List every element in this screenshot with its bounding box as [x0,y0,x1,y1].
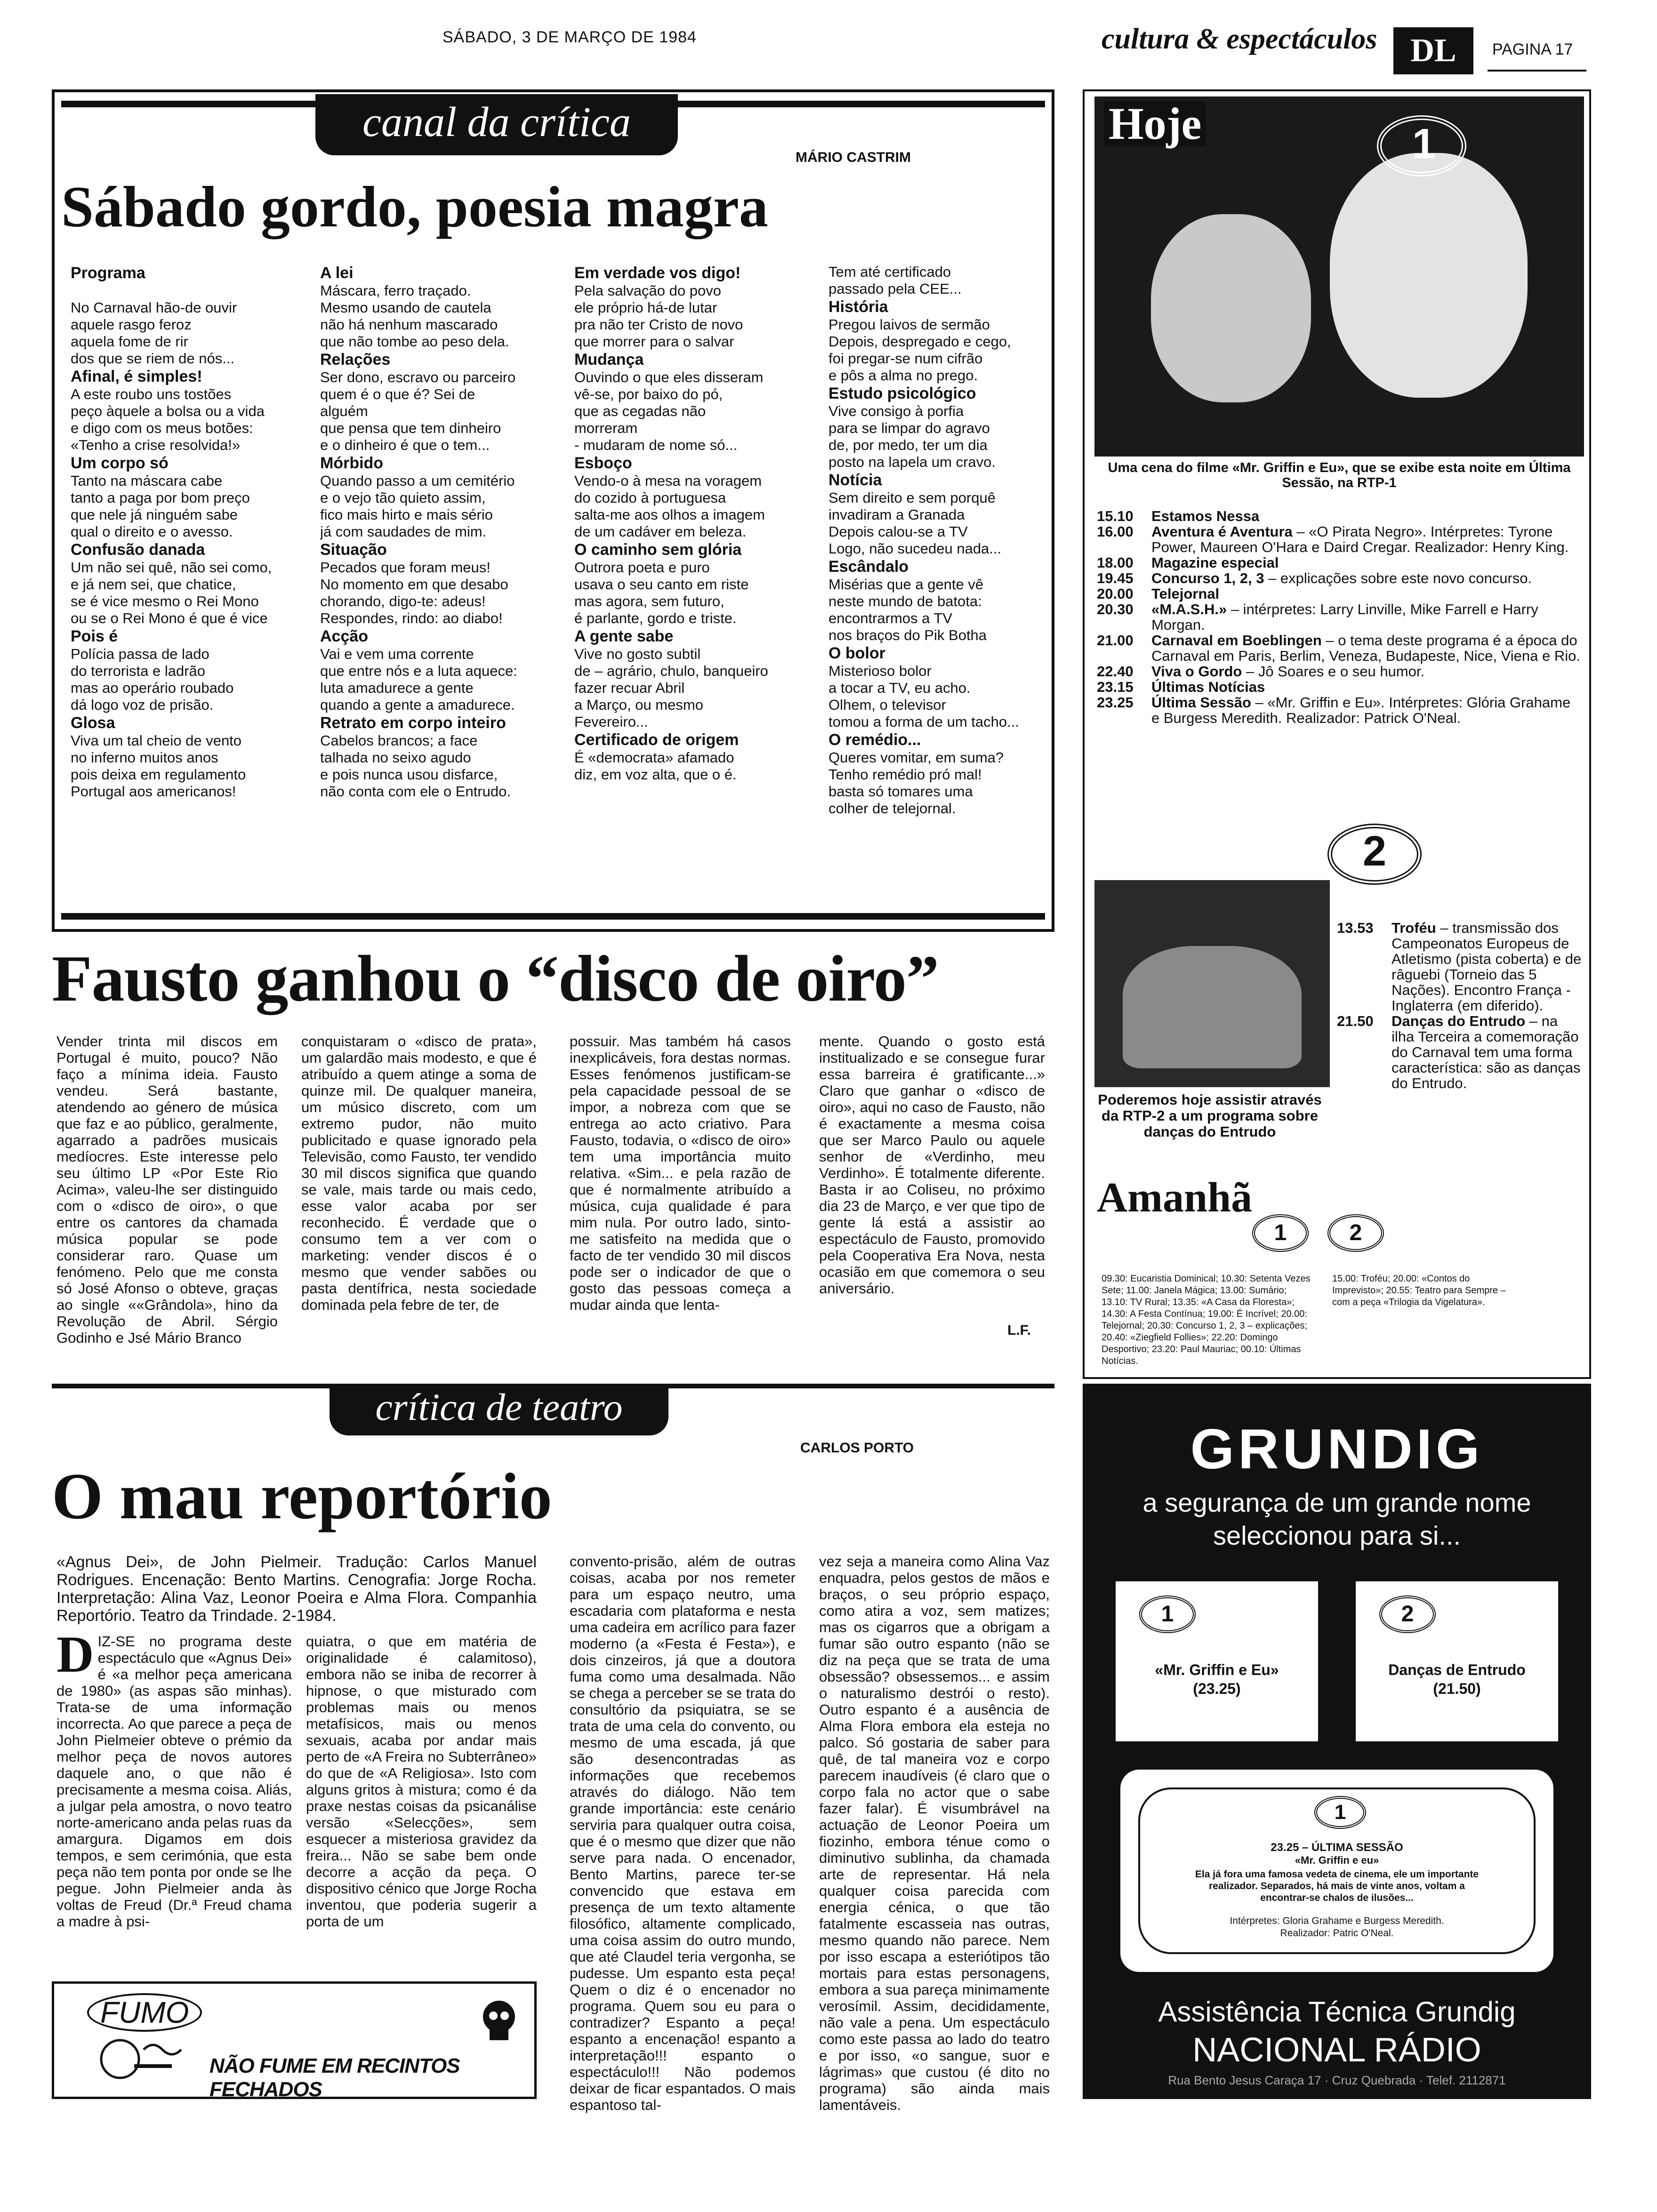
schedule-row [1097,633,1582,664]
poem-title: Relações [320,351,391,369]
skull-icon [478,1998,520,2045]
schedule-row [1337,920,1582,1013]
amanha-title: Amanhã [1097,1174,1253,1221]
poem [574,264,810,350]
poem-line: A este roubo uns tostões [71,386,232,402]
poem [828,384,1045,471]
schedule-description: – na ilha Terceira a comemoração do Carnaval tem uma forma característica: são as danças do Entrudo. [1392,1013,1581,1091]
schedule-time: 16.00 [1097,523,1134,540]
poem-line: nos braços do Pik Botha [828,627,987,643]
grundig-pick-1 [1116,1581,1318,1741]
poem-line: Ser dono, escravo ou parceiro [320,369,516,385]
grundig-address: Rua Bento Jesus Caraça 17 · Cruz Quebrada · Telef. 2112871 [1168,2073,1506,2087]
poem [71,264,306,367]
schedule-row [1097,679,1582,695]
poem-line: Misterioso bolor [828,663,932,679]
hoje-title: Hoje [1104,101,1206,146]
poem-line: invadiram a Granada [828,506,965,523]
poem-title: Em verdade vos digo! [574,264,741,282]
fausto-col-3: possuir. Mas também há casos inexplicáveis, fora destas normas. Esses fenómenos justificam-se pela capacidade pessoal de se impor, a nobreza com que se entrega ao acto criativo. Para Fausto, todavia, o «disco de oiro» tem uma importância muito relativa. «Sim... e pela razão de que é normalmente atribuído a música, cuja qualidade é para mim nula. Por outro lado, sinto-me satisfeito na medida que o facto de ter vendido 30 mil discos pode ser o indicador de que o gosto das pessoas começa a mudar ainda que lenta- [570,1033,791,1313]
teatro-col-1-wrap [56,1626,292,1930]
poem-line: e pôs a alma no prego. [828,367,978,384]
poem-line: para se limpar do agravo [828,420,990,436]
poem-line: Cabelos brancos; a face [320,732,478,749]
poem-line: Pregou laivos de sermão [828,316,990,333]
tv-description: Ela já fora uma famosa vedeta de cinema, ele um importante realizador. Separados, há mais de vinte anos, voltam a encontrar-se chalos de ilusões... [1195,1869,1479,1903]
schedule-title: Viva o Gordo [1151,663,1242,680]
schedule-description: – «Mr. Griffin e Eu». Intérpretes: Glória Grahame e Burgess Meredith. Realizador: Patrick O'Neal. [1151,694,1571,726]
fausto-signature: L.F. [1007,1322,1031,1338]
tv-screen [1138,1787,1536,1954]
teatro-dropcap: D [56,1626,94,1683]
schedule-row [1097,570,1582,586]
schedule-entry [1151,524,1582,555]
fausto-col-2: conquistaram o «disco de prata», um galardão mais modesto, e que é atribuído a quem atinge a soma de quinze mil. De qualquer maneira, um músico discreto, com um extremo pudor, não muito publicitado e quase ignorado pela Televisão, como Fausto, ter vendido 30 mil discos significa que quando se vale, mais tarde ou mais cedo, esse valor acaba por ser reconhecido. É verdade que o consumo tem a ver com o marketing: vender discos é o mesmo que vender sabões ou pasta dentífrica, nesta sociedade dominada pela febre de ter, de [301,1033,537,1313]
smoker-head-icon [101,2040,139,2078]
poem-line: dos que se riem de nós... [71,350,235,367]
poem [71,713,306,800]
schedule-entry [1392,920,1582,1013]
schedule-description: – explicações sobre este novo concurso. [1264,570,1532,586]
poem [574,540,810,627]
poem-line: fazer recuar Abril [574,680,685,696]
pick1-title: «Mr. Griffin e Eu» [1155,1661,1279,1678]
tv-director: Realizador: Patric O'Neal. [1280,1928,1394,1939]
fumo-ad [52,1981,537,2099]
poem-line: Vendo-o à mesa na voragem [574,473,762,489]
poem-line: luta amadurece a gente [320,680,474,696]
canal-kicker: canal da crítica [315,94,678,155]
poem-line: basta só tomares uma [828,783,973,800]
poem-line: Outrora poeta e puro [574,559,710,576]
schedule-time: 19.45 [1097,570,1134,586]
poem-line: do terrorista e ladrão [71,663,206,679]
poem-line: Mesmo usando de cautela [320,299,491,316]
poem-line: pra não ter Cristo de novo [574,316,743,333]
poem-line: que as cegadas não [574,403,706,419]
poem-line: «Tenho a crise resolvida!» [71,437,241,453]
schedule-entry [1151,508,1582,524]
poem-line: não conta com ele o Entrudo. [320,783,511,800]
poem-line: usava o seu canto em riste [574,576,749,593]
amanha-rtp1-list: 09.30: Eucaristia Dominical; 10.30: Setenta Vezes Sete; 11.00: Janela Mágica; 13.00: Sumário; 13.10: TV Rural; 13.35: «A Casa da Floresta»; 14.30: A Festa Contínua; 19.00: É Incrível; 20.00: Telejornal; 20.30: Concurso 1, 2, 3 – explicações; 20.40: «Ziegfield Follies»; 22.20: Domingo Desportivo; 23.20: Paul Mauriac; 00.10: Últimas Notícias. [1102,1274,1311,1366]
schedule-entry [1151,601,1582,633]
teatro-col-3: convento-prisão, além de outras coisas, acaba por nos remeter para um espaço neutro, uma escadaria com plataforma e nesta uma cadeira em acrílico para fazer moderno (a «Festa é Festa»), e dois cinzeiros, já que a doutora fuma como uma desalmada. Não se chega a perceber se se trata do consultório da psiquiatra, se se trata de uma cela do convento, ou mesmo de uma escada, já que são desencontradas as informações que recebemos através do diálogo. Não tem grande importância: este cenário serviria para qualquer outra coisa, que é o mesmo que dizer que não serve para nada. O encenador, Bento Martins, parece ter-se convencido que estava em presença de um texto altamente filosófico, altamente complicado, uma coisa assim do outro mundo, que até Claudel teria vergonha, se pudesse. Um espanto esta peça! Quem o diz é o encenador no programa. Quem sou eu para o contradizer? Espanto a peça! espanto a encenação! espanto a interpretação!!! espanto o espectáculo!!! Não podemos deixar de ficar espantados. O mais espantoso tal- [570,1553,796,2113]
schedule-time: 20.30 [1097,601,1134,617]
grundig-service-2: NACIONAL RÁDIO [1192,2031,1481,2069]
teatro-col-2: quiatra, o que em matéria de originalidade é calamitoso), embora não se iniba de recorrer à hipnose, o que misturado com problemas mais ou menos metafísicos, mais ou menos sexuais, acaba por andar mais perto de «A Freira no Subterrâneo» do que de «A Religiosa». Isto com alguns gritos à mistura; como é da praxe nestas coisas da psicanálise versão «Selecções», sem esquecer a misteriosa gravidez da freira... Não se sabe bem onde decorre a acção da peça. O dispositivo cénico que Jorge Rocha inventou, que poderia sugerir a porta de um [306,1633,537,1930]
poem-title: A gente sabe [574,627,674,645]
rtp2-logo-badge: 2 [1363,828,1387,875]
poem-title: A lei [320,264,354,282]
poem-title: Notícia [828,471,882,489]
amanha-rtp2-list: 15.00: Troféu; 20.00: «Contos do Imprevisto»; 20.55: Teatro para Sempre – com a peça «Trilogia da Vigelatura». [1332,1274,1506,1307]
poem-line: Portugal aos americanos! [71,783,236,800]
poem [574,730,810,783]
schedule-title: Estamos Nessa [1151,508,1260,524]
poem [320,264,565,350]
grundig-tagline-2: seleccionou para si... [1213,1521,1461,1550]
section-title: cultura & espectáculos [1102,23,1377,55]
poem-line: passado pela CEE... [828,281,962,297]
fausto-col-1: Vender trinta mil discos em Portugal é muito, pouco? Não faço a mínima ideia. Fausto vendeu. Será bastante, atendendo ao género de música que faz e ao público, geralmente, agarrado a padrões musicais medíocres. Este interesse pelo seu último LP «Por Este Rio Acima», valeu-lhe ser distinguido com o «disco de oiro», o que entre os cantores da chamada música popular se pode considerar raro. Quase um fenómeno. Pelo que me consta só José Afonso o obteve, graças ao single ««Grândola», hino da Revolução de Abril. Sérgio Godinho e Jsé Mário Branco [56,1033,278,1346]
pick2-time: (21.50) [1433,1680,1481,1697]
poem-line: mas agora, sem futuro, [574,593,724,609]
poem [71,540,306,627]
poem-title: O remédio... [828,731,921,749]
schedule-row [1097,695,1582,726]
poem-line: se é vice mesmo o Rei Mono [71,593,259,609]
poem-line: ou se o Rei Mono é que é vice [71,610,268,626]
poem [320,713,565,800]
poem-line: talhada no seixo agudo [320,749,471,766]
poem [71,367,306,454]
poem-line: que nele já ninguém sabe [71,506,238,523]
poem-title: História [828,298,888,316]
schedule-time: 23.15 [1097,679,1134,695]
poem-line: posto na lapela um cravo. [828,454,996,470]
schedule-description: – «O Pirata Negro». Intérpretes: Tyrone Power, Maureen O'Hara e Daird Cregar. Realizador: Henry King. [1151,523,1569,555]
poem-title: Glosa [71,714,115,732]
hoje-photo-face-right [1330,153,1528,398]
schedule-title: «M.A.S.H.» [1151,601,1227,617]
teatro-credits: «Agnus Dei», de John Pielmeir. Tradução: Carlos Manuel Rodrigues. Encenação: Bento Martins. Cenografia: Jorge Rocha. Interpretação: Alina Vaz, Leonor Poeira e Alma Flora. Companhia Reportório. Teatro da Trindade. 2-1984. [56,1553,537,1625]
poem-line: Depois calou-se a TV [828,523,968,540]
poem-line: tanto a paga por bom preço [71,489,250,506]
poem-line: e pois nunca usou disfarce, [320,766,498,783]
schedule-row [1097,664,1582,679]
schedule-title: Aventura é Aventura [1151,523,1293,540]
schedule-description: – intérpretes: Larry Linville, Mike Farrell e Harry Morgan. [1151,601,1538,633]
poem-title: Estudo psicológico [828,385,976,402]
poem-title: Situação [320,541,387,559]
poem-line: não há nenhum mascarado [320,316,498,333]
pick1-rtp1-icon: 1 [1139,1595,1196,1633]
rtp2-photo [1094,880,1330,1087]
schedule-title: Danças do Entrudo [1392,1013,1526,1029]
poem-line: Fevereiro... [574,713,648,730]
schedule-entry [1151,679,1582,695]
schedule-row [1337,1013,1582,1091]
schedule-description: – transmissão dos Campeonatos Europeus de Atletismo (pista coberta) e de râguebi (Torneio das 5 Nações). Encontro França - Inglaterra (em diferido). [1392,920,1582,1014]
schedule-entry [1151,555,1582,570]
poem-line: que não tombe ao peso dela. [320,333,509,350]
fumo-logo: FUMO [87,1993,202,2032]
poem [320,627,565,713]
poem-line: Tenho remédio pró mal! [828,766,982,783]
amanha-rtp2-icon: 2 [1327,1214,1384,1252]
poem-title: Pois é [71,627,118,645]
poem-line: aquele rasgo feroz [71,316,192,333]
rtp2-schedule [1337,920,1582,1091]
schedule-entry [1151,664,1582,679]
schedule-time: 18.00 [1097,554,1134,571]
poem-line: é parlante, gordo e triste. [574,610,737,626]
poem [574,627,810,730]
poem-line: neste mundo de batota: [828,593,982,609]
poem-line: Vai e vem uma corrente [320,646,474,662]
poem-line: a tocar a TV, eu acho. [828,680,971,696]
poem-line: a Março, ou mesmo [574,697,703,713]
poem-line: que entre nós e a luta aquece: [320,663,517,679]
poem-line: de um cadáver em beleza. [574,523,747,540]
poem-line: chorando, digo-te: adeus! [320,593,486,609]
poem-line: Polícia passa de lado [71,646,209,662]
schedule-description: – Jô Soares e o seu humor. [1242,663,1425,680]
teatro-kicker: crítica de teatro [330,1384,668,1435]
poem [320,454,565,540]
grundig-service-1: Assistência Técnica Grundig [1158,1996,1516,2028]
smoker-illustration [73,2031,214,2097]
header-rule [1488,70,1586,72]
fausto-col-4: mente. Quando o gosto está institualizado e se consegue furar essa barreira é gratificante...» Claro que ganhar o «disco de oiro», aqui no caso de Fausto, não é exactamente a mesma coisa que ser Marco Paulo ou aquele senhor de «Verdinho, meu Verdinho». É totalmente diferente. Basta ir ao Coliseu, no próximo dia 23 de Março, e ver que tipo de gente lá está a assistir ao espectáculo de Fausto, promovido pela Cooperativa Era Nova, nesta ocasião em que comemora o seu aniversário. [819,1033,1045,1297]
rtp1-logo-badge: 1 [1412,120,1436,168]
poem-line: Máscara, ferro traçado. [320,282,471,299]
poem-line: Pecados que foram meus! [320,559,491,576]
poem-line: que morrer para o salvar [574,333,734,350]
poem-line: Depois, despregado e cego, [828,333,1011,350]
poem-line: fico mais hirto e mais sério [320,506,493,523]
schedule-time: 22.40 [1097,663,1134,680]
poem-line: tomou a forma de um tacho... [828,713,1019,730]
schedule-time: 13.53 [1337,920,1374,936]
poem [828,264,1045,297]
poem-line: - mudaram de nome só... [574,437,738,453]
rtp2-photo-dancers [1123,946,1302,1068]
poem-line: Logo, não sucedeu nada... [828,540,1002,557]
canal-bottom-bar [61,913,1045,920]
grundig-ad [1083,1384,1591,2099]
fausto-headline: Fausto ganhou o “disco de oiro” [52,942,939,1015]
poem-line: No Carnaval hão-de ouvir [71,299,237,316]
page-number: PAGINA 17 [1492,40,1573,58]
poem [574,454,810,540]
newspaper-logo: DL [1393,27,1473,74]
poem-line: qual o direito e o avesso. [71,523,233,540]
poem-line: Vive consigo à porfia [828,403,964,419]
fumo-slogan: NÃO FUME EM RECINTOS FECHADOS [209,2054,460,2101]
schedule-title: Concurso 1, 2, 3 [1151,570,1264,586]
schedule-row [1097,524,1582,555]
schedule-title: Telejornal [1151,585,1220,602]
schedule-row [1097,586,1582,601]
poem-line: mas ao operário roubado [71,680,234,696]
poem-line: peço àquele a bolsa ou a vida [71,403,265,419]
schedule-time: 20.00 [1097,585,1134,602]
rtp1-schedule [1097,508,1582,726]
poem-line: encontrarmos a TV [828,610,953,626]
teatro-col-1: IZ-SE no programa deste espectáculo que «Agnus Dei» é «a melhor peça americana de 1980» (as aspas são minhas). Trata-se de uma informação incorrecta. Ao que parece a peça de John Pielmeier obteve o prémio da melhor peça de novos autores daquele ano, o que não é precisamente a mesma coisa. Aliás, a julgar pela amostra, o novo teatro norte-americano anda pelas ruas da amargura. Digamos em dois tempos, e sem cerimónia, que esta peça não tem ponta por onde se lhe pegue. John Pielmeier anda às voltas de Freud (Dr.ª Freud chama a madre à psi- [56,1633,292,1930]
hoje-photo-face-left [1151,214,1311,402]
schedule-row [1097,601,1582,633]
canal-column-1 [71,264,306,800]
canal-headline: Sábado gordo, poesia magra [61,175,768,239]
header-date: SÁBADO, 3 DE MARÇO DE 1984 [442,28,697,46]
poem [71,454,306,540]
poem-line: alguém [320,403,368,419]
poem [71,627,306,713]
grundig-brand: GRUNDIG [1190,1418,1484,1481]
schedule-time: 21.00 [1097,632,1134,649]
poem-title: Confusão danada [71,541,205,559]
tv-rtp1-icon: 1 [1314,1796,1366,1829]
schedule-entry [1392,1013,1582,1091]
poem-title: Esboço [574,454,632,472]
canal-column-2 [320,264,565,800]
tv-heading: 23.25 – ÚLTIMA SESSÃO [1271,1841,1403,1854]
canal-column-4 [828,264,1045,817]
poem-line: É «democrata» afamado [574,749,734,766]
poem-title: O bolor [828,644,885,662]
tv-subheading: «Mr. Griffin e eu» [1295,1854,1379,1866]
pick1-time: (23.25) [1193,1680,1241,1697]
poem-line: do cozido à portuguesa [574,489,726,506]
smoke-icon [144,2045,181,2054]
poem-line: de – agrário, chulo, banqueiro [574,663,768,679]
schedule-description: – o tema deste programa é a época do Carnaval em Paris, Berlim, Veneza, Budapeste, Nice, Viena e Rio. [1151,632,1580,664]
hoje-photo-caption: Uma cena do filme «Mr. Griffin e Eu», que se exibe esta noite em Última Sessão, na RTP-1 [1108,460,1571,490]
poem [828,471,1045,557]
poem-line: e o vejo tão quieto assim, [320,489,486,506]
schedule-entry [1151,570,1582,586]
poem-line: e digo com os meus botões: [71,420,253,436]
poem-line: Misérias que a gente vê [828,576,984,593]
poem-line: ele próprio há-de lutar [574,299,717,316]
poem-line: Respondes, rindo: ao diabo! [320,610,503,626]
tv-cast: Intérpretes: Gloria Grahame e Burgess Meredith. [1230,1915,1444,1926]
poem-line: morreram [574,420,638,436]
poem-line: quando a gente a amadurece. [320,697,515,713]
poem-line: e o dinheiro é que o tem... [320,437,490,453]
poem [828,730,1045,817]
poem-line: no inferno muitos anos [71,749,218,766]
teatro-byline: CARLOS PORTO [800,1440,914,1456]
poem-line: quem é o que é? Sei de [320,386,475,402]
schedule-title: Últimas Notícias [1151,679,1265,695]
poem-line: Um não sei quê, não sei como, [71,559,272,576]
canal-byline: MÁRIO CASTRIM [796,150,911,165]
poem-line: pois deixa em regulamento [71,766,246,783]
poem-line: vê-se, por baixo do pó, [574,386,723,402]
poem-line [71,282,306,299]
poem-line: diz, em voz alta, que o é. [574,766,737,783]
poem-title: Certificado de origem [574,731,739,749]
schedule-time: 21.50 [1337,1013,1374,1029]
hoje-photo [1094,96,1584,457]
poem-line: Sem direito e sem porquê [828,489,996,506]
rtp2-photo-caption: Poderemos hoje assistir através da RTP-2 a um programa sobre danças do Entrudo [1098,1091,1322,1140]
poem [828,557,1045,644]
poem-line: Quando passo a um cemitério [320,473,515,489]
poem-line: e já nem sei, que chatice, [71,576,236,593]
schedule-title: Carnaval em Boeblingen [1151,632,1322,649]
poem [828,297,1045,384]
grundig-tagline-1: a segurança de um grande nome [1142,1488,1531,1517]
schedule-title: Magazine especial [1151,554,1279,571]
schedule-entry [1151,633,1582,664]
schedule-title: Última Sessão [1151,694,1251,711]
poem [320,540,565,627]
canal-column-3 [574,264,810,783]
poem [320,350,565,454]
poem-line: Tem até certificado [828,264,951,280]
poem-line: Ouvindo o que eles disseram [574,369,764,385]
amanha-rtp1-icon: 1 [1252,1214,1309,1252]
grundig-tv-set [1120,1770,1553,1972]
schedule-row [1097,555,1582,570]
poem-line: aquela fome de rir [71,333,188,350]
schedule-entry [1151,586,1582,601]
poem-line: Tanto na máscara cabe [71,473,223,489]
poem-title: O caminho sem glória [574,541,742,559]
poem-line: de, por medo, ter um dia [828,437,988,453]
teatro-col-4: vez seja a maneira como Alina Vaz enquadra, pelos gestos de mãos e braços, o seu próprio espaço, como atira a voz, sem matizes; mas os cigarros que a obrigam a fumar são outro espanto (não se diz na peça que se trata de uma obsessão? obsessemos... e assim o naturalismo destrói o resto). Outro espanto é a ausência de Alma Flora embora ela esteja no palco. Só gostaria de saber para quê, de tal maneira voz e corpo parecem inaudíveis (é claro que o corpo fala no actor que o sabe fazer falar). É visumbrável na actuação de Leonor Poeira um fiozinho, embora ténue como o diminutivo sublinha, da chamada arte de representar. Há nela qualquer coisa parecida com energia cénica, o que tão fatalmente escasseia nas outras, mesmo quando não parece. Nem por isso escapa a esteriótipos tão mortais para estas personagens, embora a sua pareça minimamente verosímil. Assim, decididamente, não vale a pena. Um espectáculo como este passa ao lado do teatro e por isso, «o sangue, suor e lágrimas» que custou (é dito no programa) são ainda mais lamentáveis. [819,1553,1050,2113]
poem-line: Pela salvação do povo [574,282,721,299]
poem-title: Retrato em corpo inteiro [320,714,506,732]
poem [574,350,810,454]
poem-title: Acção [320,627,369,645]
schedule-time: 15.10 [1097,508,1134,524]
poem-line: salta-me aos olhos a imagem [574,506,765,523]
poem-line: Queres vomitar, em suma? [828,749,1004,766]
poem-title: Escândalo [828,558,909,576]
poem-title: Um corpo só [71,454,169,472]
poem-title: Mudança [574,351,644,369]
schedule-entry [1151,695,1582,726]
poem-title: Afinal, é simples! [71,368,202,385]
pick2-title: Danças de Entrudo [1388,1661,1526,1678]
schedule-row [1097,508,1582,524]
schedule-time: 23.25 [1097,694,1134,711]
poem-title: Programa [71,264,145,282]
poem-line: Viva um tal cheio de vento [71,732,242,749]
poem-line: Olhem, o televisor [828,697,946,713]
pick2-rtp2-icon: 2 [1379,1595,1436,1633]
poem [828,644,1045,730]
poem-title: Mórbido [320,454,384,472]
grundig-pick-2 [1356,1581,1558,1741]
poem-line: foi pregar-se num cifrão [828,350,983,367]
schedule-title: Troféu [1392,920,1436,936]
poem-line: já com saudades de mim. [320,523,487,540]
poem-line: dá logo voz de prisão. [71,697,214,713]
poem-line: No momento em que desabo [320,576,508,593]
poem-line: colher de telejornal. [828,800,956,817]
poem-line: Vive no gosto subtil [574,646,701,662]
poem-line: que pensa que tem dinheiro [320,420,501,436]
teatro-headline: O mau reportório [52,1460,552,1533]
